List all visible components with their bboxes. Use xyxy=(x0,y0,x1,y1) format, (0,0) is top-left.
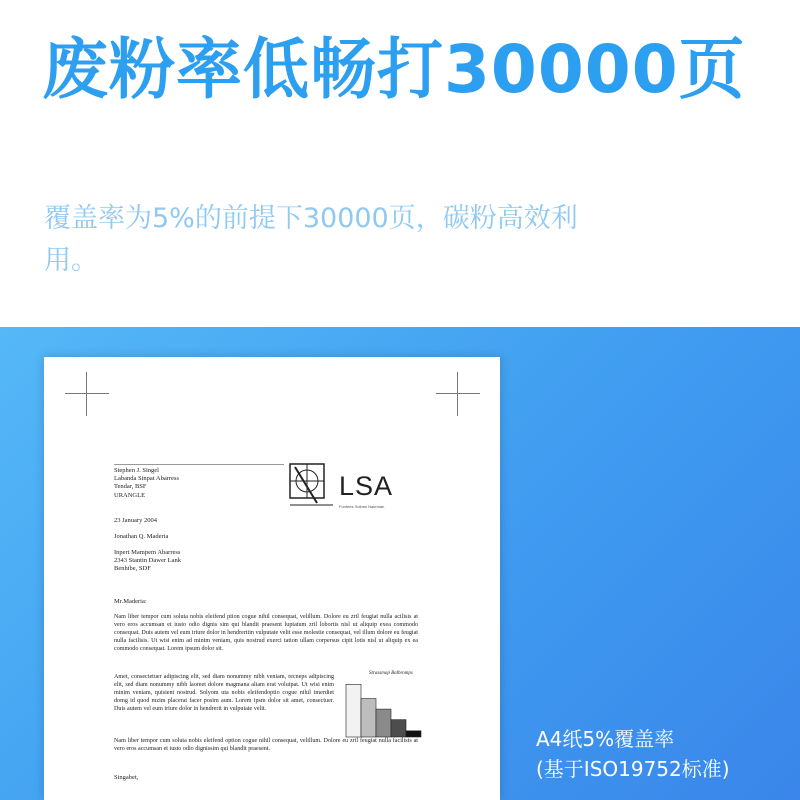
subtitle: 覆盖率为5%的前提下30000页，碳粉高效利用。 xyxy=(44,203,578,276)
caption xyxy=(536,724,730,784)
crop-mark-left-icon xyxy=(65,372,109,416)
mini-chart-bar xyxy=(376,709,391,737)
caption-line: A4纸5%覆盖率 xyxy=(536,727,675,751)
mini-chart-title: Strassmop Balbromps xyxy=(369,671,413,676)
mini-chart-bar xyxy=(346,684,361,737)
signoff: Singabet, xyxy=(114,774,139,781)
mini-chart-bar xyxy=(406,731,421,737)
body-paragraph: Amet, consectetuer adipiscing elit, sed diam nonummy nibh veniam, recneps adipiscing elit, sed diam nonummy nibh laoreet dolore magmana aliam erat volutpat. Ut wisi enim minim veniam, quisient nostrud. Solyom uta nobis eleifendoptio cogue nihil imerdiet domg id quod mzim placerat facer posim aum. Lorem ipsm dolor sit amet, consectuer. Duis autem vel eum iriure dolor in hendrerit in vulputate velit. xyxy=(114,674,334,712)
logo-text: LSA xyxy=(339,471,394,501)
address-line: Benhibe, SDF xyxy=(114,565,151,573)
body-paragraph: Nam liber tempor cum soluta nobis eleifend ption cogue nihil consequat, velillum. Dolore eu zril feugiat nulla acilisis at vero eros accumsan et iusto odio dignis sim qui blandit praesent luptatum zril lobortis nisl ut aliquip exea commodo consequat. Duis autem vel eum iriure dolor in hendreritin vulputate velit esse molestie consequat, vel illum dolore eu feugiat nulla facilisis. Ut wisi enim ad minim veniam, quis nostrud exerci tation ullam corpersus cipit lotis nisl ut aliquip ex ea commodo consequat. Lorem ipsum dolor sit. xyxy=(114,614,418,652)
caption-line: (基于ISO19752标准) xyxy=(536,757,730,781)
mini-chart-bar xyxy=(361,699,376,737)
header-rule xyxy=(114,464,284,465)
body-paragraph: Nam liber tempor cum soluta nobis eleifend option cogue nihil consequat, velillum. Dolore eu zril feugiat nulla facilisis at vero eros accumsan et iusto odio dignissim qui blandit praesent. xyxy=(114,738,418,752)
sample-page xyxy=(44,357,500,800)
sender-line: Tendar, BSF xyxy=(114,483,147,491)
sender-line: Stephen J. Singel xyxy=(114,467,159,474)
headline: 废粉率低畅打30000页 xyxy=(42,31,746,108)
mini-bar-chart xyxy=(344,667,434,747)
crop-mark-right-icon xyxy=(436,372,480,416)
sender-line: URANGLE xyxy=(114,491,146,499)
address-line: 2343 Stantin Dawer Lank xyxy=(114,557,181,565)
sender-block xyxy=(114,467,179,500)
address-line: Inpert Mampem Abarress xyxy=(114,549,181,556)
recipient-address xyxy=(114,549,181,574)
lsa-logo xyxy=(287,461,405,513)
logo-mark-icon xyxy=(287,461,333,507)
salutation: Mr.Maderia: xyxy=(114,598,147,605)
sender-line: Labanda Sinpat Abarress xyxy=(114,475,179,483)
logo-tagline: Funfees Solban Nateman xyxy=(339,504,385,509)
mini-chart-bar xyxy=(391,720,406,737)
recipient-name: Jonathan Q. Maderia xyxy=(114,533,169,540)
letter-date: 23 January 2004 xyxy=(114,517,157,524)
